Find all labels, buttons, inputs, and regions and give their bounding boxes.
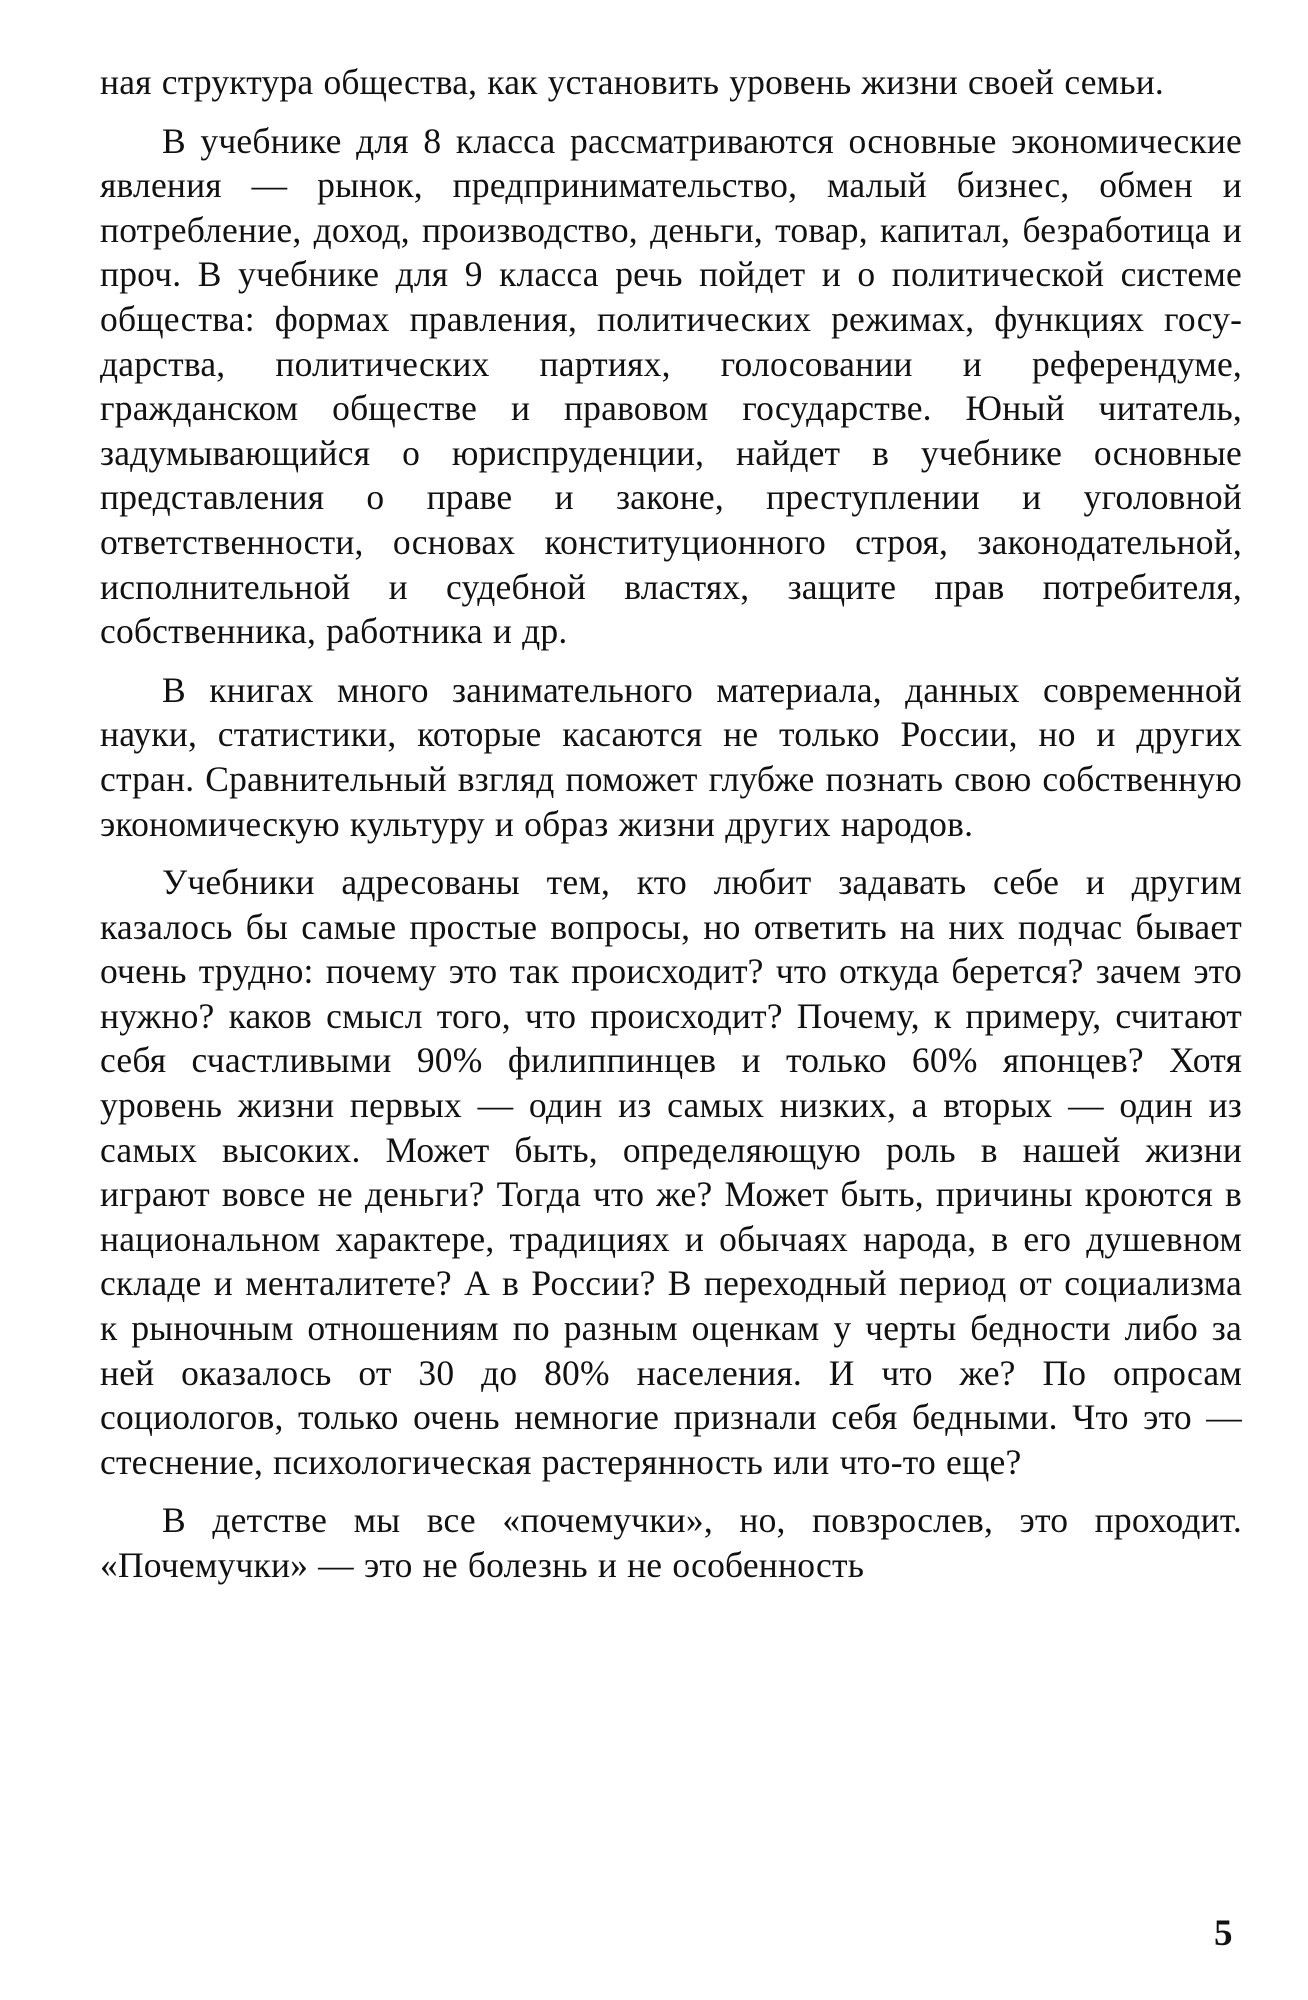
paragraph-questions: Учебники адресованы тем, кто любит задавать себе и другим казалось бы самые простые вопросы, но ответить на них подчас бывает очень трудно: почему это так происходит? что откуда берется? зачем это нужно? каков смысл того, что происходит? Почему, к примеру, считают себя счастливыми 90% филиппинцев и только 60% японцев? Хотя уровень жизни первых — один из самых низких, а вторых — один из самых высоких. Может быть, определяющую роль в нашей жизни играют вовсе не деньги? Тогда что же? Может быть, причины кроются в национальном характере, традициях и обычаях народа, в его душевном складе и менталитете? А в России? В переходный период от социализма к рыночным отношениям по разным оценкам у черты бедности либо за ней оказалось от 30 до 80% населения. И что же? По опросам социологов, только очень немногие признали себя бедными. Что это — стеснение, психологическая растерянность или что-то еще? (100, 862, 1242, 1482)
paragraph-books-material: В книгах много занимательного материала, данных современной науки, статистики, которые касаются не только России, но и других стран. Сравнительный взгляд поможет глубже познать свою собственную экономическую культуру и образ жизни других народов. (100, 669, 1242, 844)
paragraph-textbook-grades: В учебнике для 8 класса рассматриваются основные экономические явления — рынок, предпринимательство, малый бизнес, обмен и потребление, доход, производство, деньги, товар, капитал, безработица и проч. В учебнике для 9 класса речь пойдет и о политической системе общества: формах правления, политических режимах, функциях государства, политических партиях, голосовании и референдуме, гражданском обществе и правовом государстве. Юный читатель, задумывающийся о юриспруденции, найдет в учебнике основные представления о праве и законе, преступлении и уголовной ответственности, основах конституционного строя, законодательной, исполнительной и судебной властях, защите прав потребителя, собственника, работника и др. (100, 120, 1242, 652)
paragraph-continuation: ная структура общества, как установить уровень жизни своей семьи. (100, 62, 1165, 102)
page-body (100, 60, 1242, 1602)
paragraph-childhood: В детстве мы все «почемучки», но, повзрослев, это проходит. «Почемучки» — это не болезнь и не особенность (100, 1500, 1242, 1585)
page-number: 5 (1214, 1913, 1233, 1954)
